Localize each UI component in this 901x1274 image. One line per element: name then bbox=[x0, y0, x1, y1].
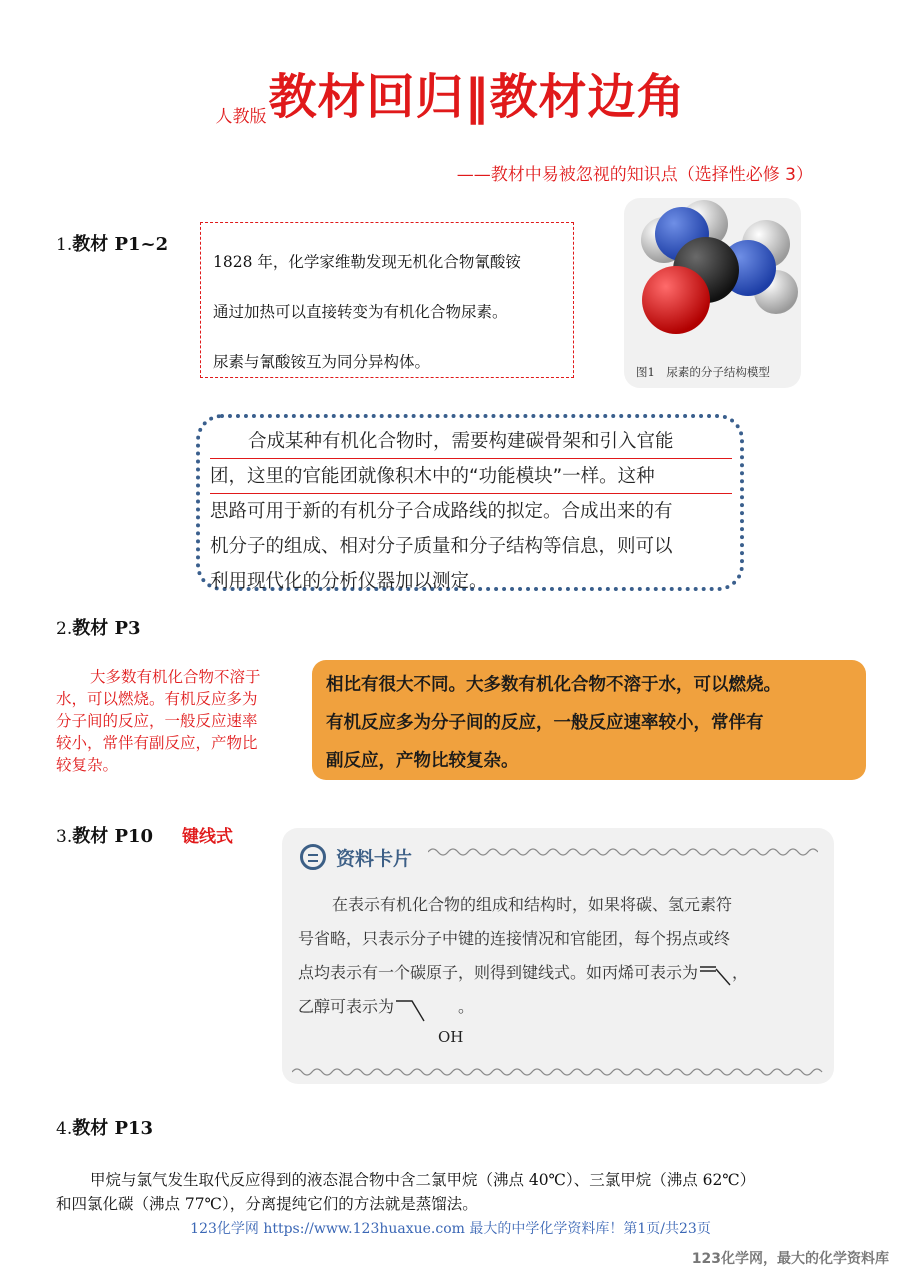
section4-heading bbox=[56, 1114, 153, 1140]
excerpt-line: 副反应，产物比较复杂。 bbox=[326, 751, 519, 771]
note-line: 较复杂。 bbox=[56, 756, 119, 774]
info-card-body bbox=[298, 888, 748, 1024]
info-card-line: 在表示有机化合物的组成和结构时，如果将碳、氢元素符 bbox=[332, 895, 733, 914]
section1-note-line: 尿素与氰酸铵互为同分异构体。 bbox=[213, 353, 431, 371]
document-list-icon bbox=[300, 844, 326, 870]
section4-paragraph bbox=[56, 1168, 856, 1216]
section1-note-box bbox=[200, 222, 574, 378]
info-card-title: 资料卡片 bbox=[336, 847, 413, 870]
title-block bbox=[0, 58, 901, 127]
section3-heading bbox=[56, 822, 153, 848]
urea-model-figure bbox=[624, 198, 801, 388]
figure-caption: 图1 尿素的分子结构模型 bbox=[636, 365, 770, 379]
section2-red-note bbox=[56, 666, 296, 776]
urea-molecule-illustration bbox=[624, 198, 801, 363]
section2-number: 2. bbox=[56, 619, 73, 639]
propene-skeletal-formula bbox=[698, 961, 732, 987]
note-line: 分子间的反应，一般反应速率 bbox=[56, 712, 258, 730]
section1-textbook-excerpt bbox=[196, 414, 744, 591]
section1-note-line: 1828 年，化学家维勒发现无机化合物氰酸铵 bbox=[213, 253, 521, 271]
info-card-line: 乙醇可表示为 bbox=[298, 997, 395, 1016]
excerpt-line: 利用现代化的分析仪器加以测定。 bbox=[210, 571, 488, 592]
info-card bbox=[282, 828, 834, 1084]
page-title: 教材回归‖教材边角 bbox=[268, 69, 686, 125]
excerpt-line: 相比有很大不同。大多数有机化合物不溶于水，可以燃烧。 bbox=[326, 675, 781, 695]
excerpt-line: 思路可用于新的有机分子合成路线的拟定。合成出来的有 bbox=[210, 501, 673, 522]
excerpt-line: 团，这里的官能团就像积木中的“功能模块”一样。这种 bbox=[210, 459, 732, 494]
section1-heading bbox=[56, 230, 168, 256]
section3-title: 教材 P10 bbox=[72, 826, 154, 847]
wavy-divider-icon bbox=[428, 846, 818, 858]
info-card-line: 号省略，只表示分子中键的连接情况和官能团，每个拐点或终 bbox=[298, 929, 731, 948]
paragraph-line: 甲烷与氯气发生取代反应得到的液态混合物中含二氯甲烷（沸点 40℃）、三氯甲烷（沸点 62℃） bbox=[90, 1171, 756, 1189]
info-card-line-propene bbox=[298, 956, 748, 990]
section2-title: 教材 P3 bbox=[72, 618, 141, 639]
info-card-line-end: ， bbox=[732, 963, 749, 982]
paragraph-line: 和四氯化碳（沸点 77℃），分离提纯它们的方法就是蒸馏法。 bbox=[56, 1195, 478, 1213]
section3-number: 3. bbox=[56, 827, 73, 847]
edition-label: 人教版 bbox=[215, 107, 267, 127]
page-footer: 123化学网 https://www.123huaxue.com 最大的中学化学资料库！第1页/共23页 bbox=[190, 1221, 711, 1237]
info-card-header bbox=[300, 842, 412, 872]
info-card-line-ethanol bbox=[298, 990, 748, 1024]
section3-tag: 键线式 bbox=[182, 827, 233, 847]
hydroxyl-label: OH bbox=[438, 1028, 464, 1046]
section4-title: 教材 P13 bbox=[72, 1118, 154, 1139]
section1-number: 1. bbox=[56, 235, 73, 255]
section2-heading bbox=[56, 614, 141, 640]
section1-note-line: 通过加热可以直接转变为有机化合物尿素。 bbox=[213, 303, 508, 321]
section1-title: 教材 P1~2 bbox=[72, 234, 169, 255]
wavy-divider-icon bbox=[292, 1066, 824, 1078]
excerpt-line: 有机反应多为分子间的反应，一般反应速率较小，常伴有 bbox=[326, 713, 764, 733]
note-line: 大多数有机化合物不溶于 bbox=[90, 668, 261, 686]
excerpt-line: 机分子的组成、相对分子质量和分子结构等信息，则可以 bbox=[210, 536, 673, 557]
note-line: 水，可以燃烧。有机反应多为 bbox=[56, 690, 258, 708]
oxygen-atom bbox=[642, 266, 710, 334]
section2-textbook-excerpt bbox=[312, 660, 866, 780]
info-card-line: 点均表示有一个碳原子，则得到键线式。如丙烯可表示为 bbox=[298, 963, 699, 982]
section4-number: 4. bbox=[56, 1119, 73, 1139]
ethanol-skeletal-formula bbox=[394, 993, 438, 1023]
info-card-line-end: 。 bbox=[458, 997, 475, 1016]
site-watermark: 123化学网，最大的化学资料库 bbox=[691, 1251, 889, 1267]
note-line: 较小，常伴有副反应，产物比 bbox=[56, 734, 258, 752]
excerpt-line: 合成某种有机化合物时，需要构建碳骨架和引入官能 bbox=[210, 424, 732, 459]
page-subtitle: ——教材中易被忽视的知识点（选择性必修 3） bbox=[456, 165, 813, 185]
